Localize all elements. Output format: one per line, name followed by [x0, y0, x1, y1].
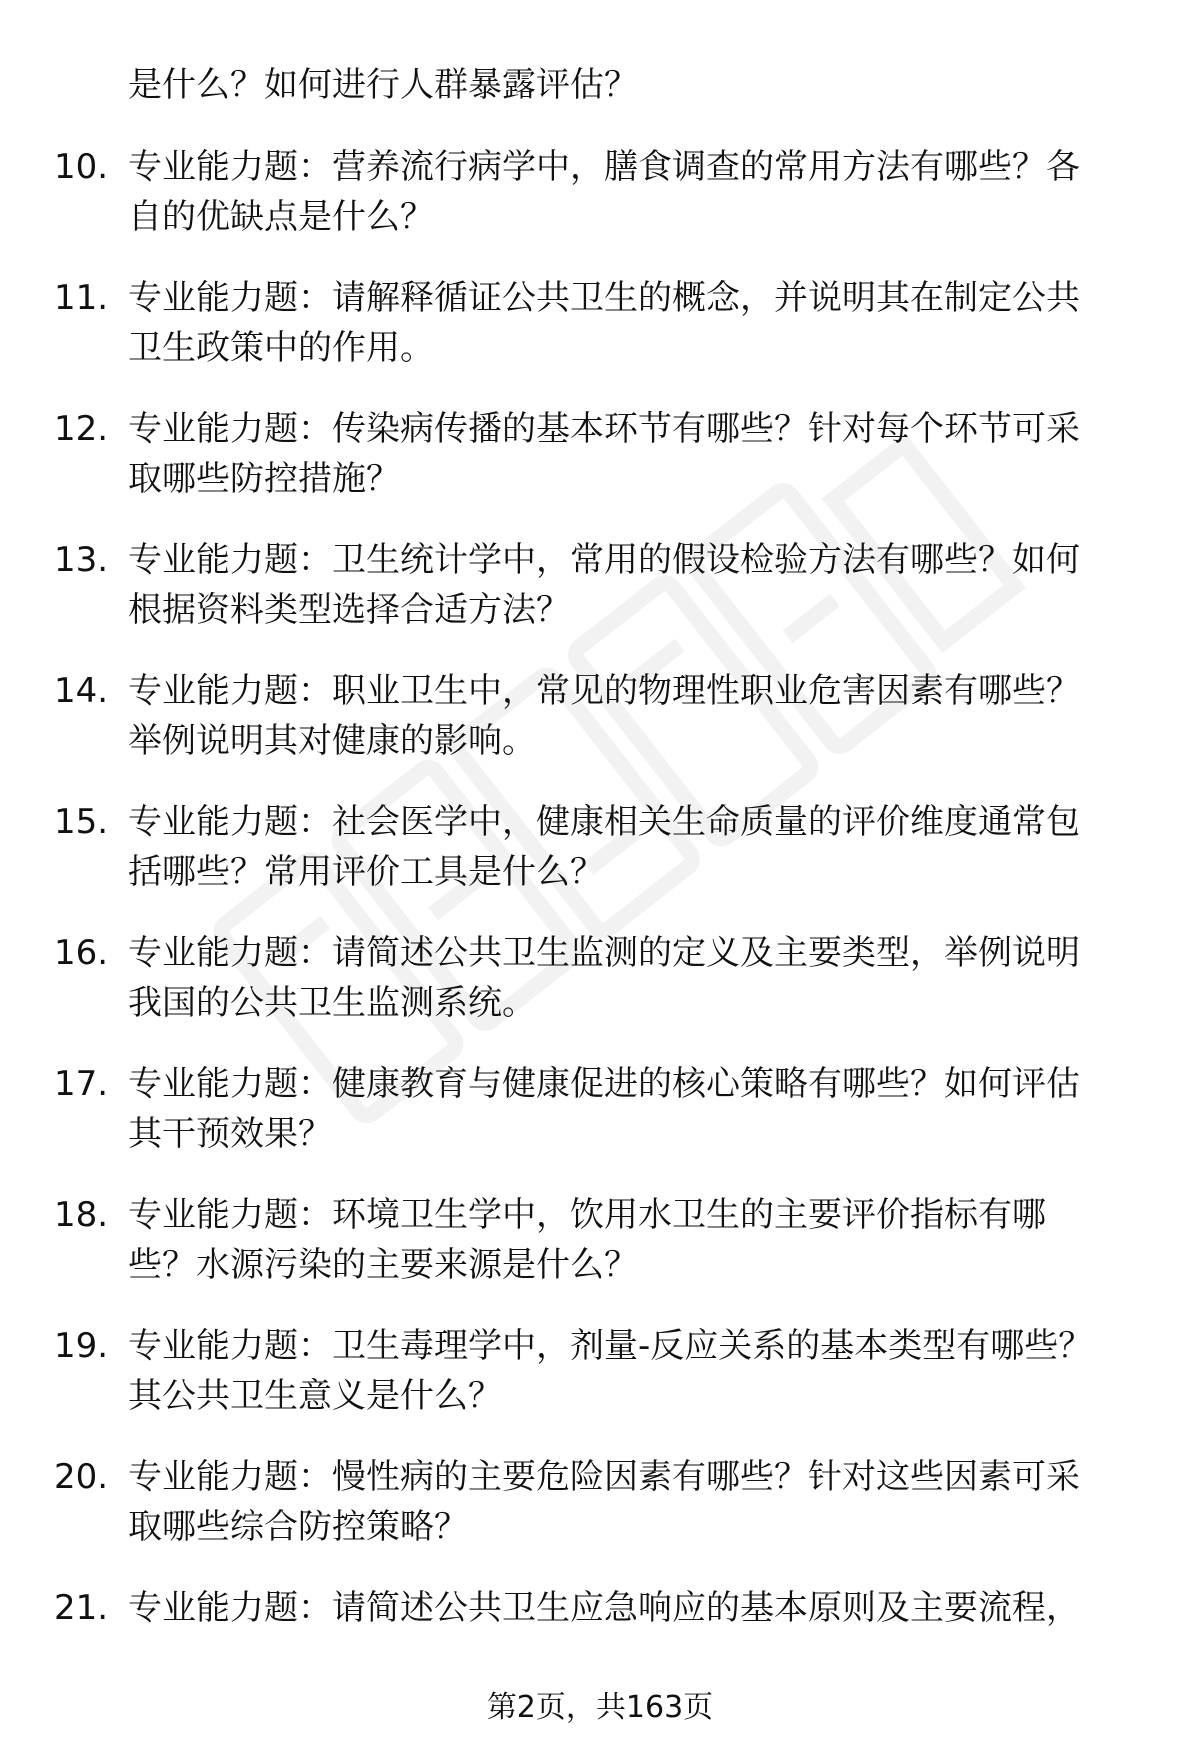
- question-text: [128, 535, 1138, 635]
- question-line: 专业能力题：请简述公共卫生应急响应的基本原则及主要流程，: [128, 1588, 1080, 1628]
- question-line: 卫生政策中的作用。: [128, 328, 434, 368]
- question-line: 举例说明其对健康的影响。: [128, 721, 536, 761]
- question-number: 10.: [54, 147, 109, 187]
- question-text: [128, 666, 1138, 766]
- list-item: [0, 1190, 1200, 1321]
- question-number: 19.: [54, 1326, 109, 1366]
- question-text: [128, 404, 1138, 504]
- question-line: 专业能力题：环境卫生学中，饮用水卫生的主要评价指标有哪: [128, 1195, 1046, 1235]
- continuation-line: 是什么？如何进行人群暴露评估？: [128, 65, 638, 105]
- question-line: 专业能力题：健康教育与健康促进的核心策略有哪些？如何评估: [128, 1064, 1080, 1104]
- question-line: 专业能力题：慢性病的主要危险因素有哪些？针对这些因素可采: [128, 1457, 1080, 1497]
- question-list: [0, 142, 1200, 1714]
- question-text: [128, 1452, 1138, 1552]
- list-item: [0, 928, 1200, 1059]
- question-text: [128, 797, 1138, 897]
- question-number: 18.: [54, 1195, 109, 1235]
- question-number: 16.: [54, 933, 109, 973]
- question-line: 取哪些综合防控策略？: [128, 1507, 468, 1547]
- question-number: 15.: [54, 802, 109, 842]
- question-number: 13.: [54, 540, 109, 580]
- question-line: 些？水源污染的主要来源是什么？: [128, 1245, 638, 1285]
- question-line: 专业能力题：卫生统计学中，常用的假设检验方法有哪些？如何: [128, 540, 1080, 580]
- question-line: 专业能力题：职业卫生中，常见的物理性职业危害因素有哪些？: [128, 671, 1080, 711]
- question-line: 根据资料类型选择合适方法？: [128, 590, 570, 630]
- question-line: 专业能力题：卫生毒理学中，剂量-反应关系的基本类型有哪些？: [128, 1326, 1093, 1366]
- question-text: [128, 1059, 1138, 1159]
- question-number: 17.: [54, 1064, 109, 1104]
- list-item: [0, 1452, 1200, 1583]
- question-line: 我国的公共卫生监测系统。: [128, 983, 536, 1023]
- list-item: [0, 273, 1200, 404]
- question-text: [128, 142, 1138, 242]
- question-line: 取哪些防控措施？: [128, 459, 400, 499]
- question-text: [128, 273, 1138, 373]
- list-item: [0, 666, 1200, 797]
- question-number: 14.: [54, 671, 109, 711]
- list-item: [0, 797, 1200, 928]
- list-item: [0, 535, 1200, 666]
- question-number: 21.: [54, 1588, 109, 1628]
- question-text: [128, 1321, 1138, 1421]
- question-number: 12.: [54, 409, 109, 449]
- question-line: 专业能力题：请简述公共卫生监测的定义及主要类型，举例说明: [128, 933, 1080, 973]
- question-line: 其公共卫生意义是什么？: [128, 1376, 502, 1416]
- question-text: [128, 928, 1138, 1028]
- list-item: [0, 142, 1200, 273]
- question-line: 专业能力题：营养流行病学中，膳食调查的常用方法有哪些？各: [128, 147, 1080, 187]
- question-line: 专业能力题：请解释循证公共卫生的概念，并说明其在制定公共: [128, 278, 1080, 318]
- question-number: 20.: [54, 1457, 109, 1497]
- question-line: 括哪些？常用评价工具是什么？: [128, 852, 604, 892]
- list-item: [0, 404, 1200, 535]
- question-line: 其干预效果？: [128, 1114, 332, 1154]
- question-line: 专业能力题：社会医学中，健康相关生命质量的评价维度通常包: [128, 802, 1080, 842]
- list-item: [0, 1059, 1200, 1190]
- question-line: 自的优缺点是什么？: [128, 197, 434, 237]
- question-line: 专业能力题：传染病传播的基本环节有哪些？针对每个环节可采: [128, 409, 1080, 449]
- question-text: [128, 1583, 1138, 1633]
- question-number: 11.: [54, 278, 109, 318]
- page-number-footer: 第2页，共163页: [486, 1690, 714, 1725]
- question-text: [128, 1190, 1138, 1290]
- list-item: [0, 1321, 1200, 1452]
